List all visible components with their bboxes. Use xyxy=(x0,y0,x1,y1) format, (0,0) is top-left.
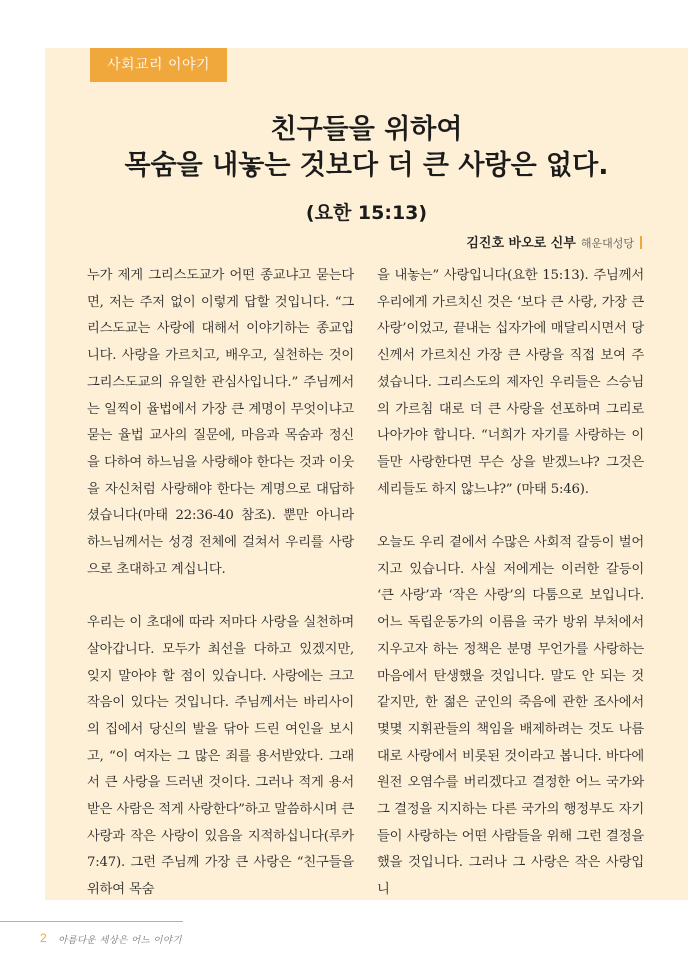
author-name: 김진호 바오로 신부 xyxy=(466,236,576,251)
body-paragraph: 오늘도 우리 곁에서 수많은 사회적 갈등이 벌어지고 있습니다. 사실 저에게는 이러한 갈등이 ‘큰 사랑’과 ‘작은 사랑’의 다툼으로 보입니다. 어느 독립운동가의 이름을 국가 방위 부처에서 지우고자 하는 정책은 분명 무언가를 사랑하는 마음에서 탄생했을 것입니다. 말도 안 되는 것 같지만, 한 젊은 군인의 죽음에 관한 조사에서 몇몇 지휘관들의 책임을 배제하려는 것도 나름대로 사랑에서 비롯된 것이라고 봅니다. 바다에 원전 오염수를 버리겠다고 결정한 어느 국가와 그 결정을 지지하는 다른 국가의 행정부도 자기들이 사랑하는 어떤 사람들을 위해 그런 결정을 했을 것입니다. 그러나 그 사랑은 작은 사랑입니 xyxy=(377,535,644,898)
article-title-line-2: 목숨을 내놓는 것보다 더 큰 사랑은 없다. xyxy=(124,150,609,181)
scripture-citation: (요한 15:13) xyxy=(305,202,428,224)
byline-accent-bar xyxy=(640,236,642,249)
footer-divider xyxy=(0,921,183,922)
publication-title: 아름다운 세상은 어느 이야기 xyxy=(58,935,182,946)
body-paragraph: 을 내놓는” 사랑입니다(요한 15:13). 주님께서 우리에게 가르치신 것은 ‘보다 큰 사랑, 가장 큰 사랑’이었고, 끝내는 십자가에 매달리시면서 당신께서 가르치신 가장 큰 사랑을 직접 보여 주셨습니다. 그리스도의 제자인 우리들은 스승님의 가르침 대로 더 큰 사랑을 선포하며 그리로 나아가야 합니다. “너희가 자기를 사랑하는 이들만 사랑한다면 무슨 상을 받겠느냐? 그것은 세리들도 하지 않느냐?” (마태 5:46). xyxy=(377,268,644,497)
author-byline xyxy=(466,232,642,251)
author-parish: 해운대성당 xyxy=(580,237,634,250)
body-column-left xyxy=(87,263,354,904)
article-title-line-1: 친구들을 위하여 xyxy=(270,114,463,145)
body-paragraph: 우리는 이 초대에 따라 저마다 사랑을 실천하며 살아갑니다. 모두가 최선을 다하고 있겠지만, 잊지 말아야 할 점이 있습니다. 사랑에는 크고 작음이 있다는 것입니다. 주님께서는 바리사이의 집에서 당신의 발을 닦아 드린 여인을 보시고, “이 여자는 그 많은 죄를 용서받았다. 그래서 큰 사랑을 드러낸 것이다. 그러나 적게 용서받은 사람은 적게 사랑한다”하고 말씀하시며 큰 사랑과 작은 사랑이 있음을 지적하십니다(루카 7:47). 그런 주님께 가장 큰 사랑은 “친구들을 위하여 목숨 xyxy=(87,615,354,898)
page-number: 2 xyxy=(40,931,47,945)
category-tag: 사회교리 이야기 xyxy=(90,48,227,82)
body-column-right xyxy=(377,263,644,904)
body-paragraph: 누가 제게 그리스도교가 어떤 종교냐고 묻는다면, 저는 주저 없이 이렇게 답할 것입니다. “그리스도교는 사랑에 대해서 이야기하는 종교입니다. 사랑을 가르치고, 배우고, 실천하는 것이 그리스도교의 유일한 관심사입니다.” 주님께서는 일찍이 율법에서 가장 큰 계명이 무엇이냐고 묻는 율법 교사의 질문에, 마음과 목숨과 정신을 다하여 하느님을 사랑해야 한다는 것과 이웃을 자신처럼 사랑해야 한다는 계명으로 대답하셨습니다(마태 22:36-40 참조). 뿐만 아니라 하느님께서는 성경 전체에 걸쳐서 우리를 사랑으로 초대하고 계십니다. xyxy=(87,268,354,577)
